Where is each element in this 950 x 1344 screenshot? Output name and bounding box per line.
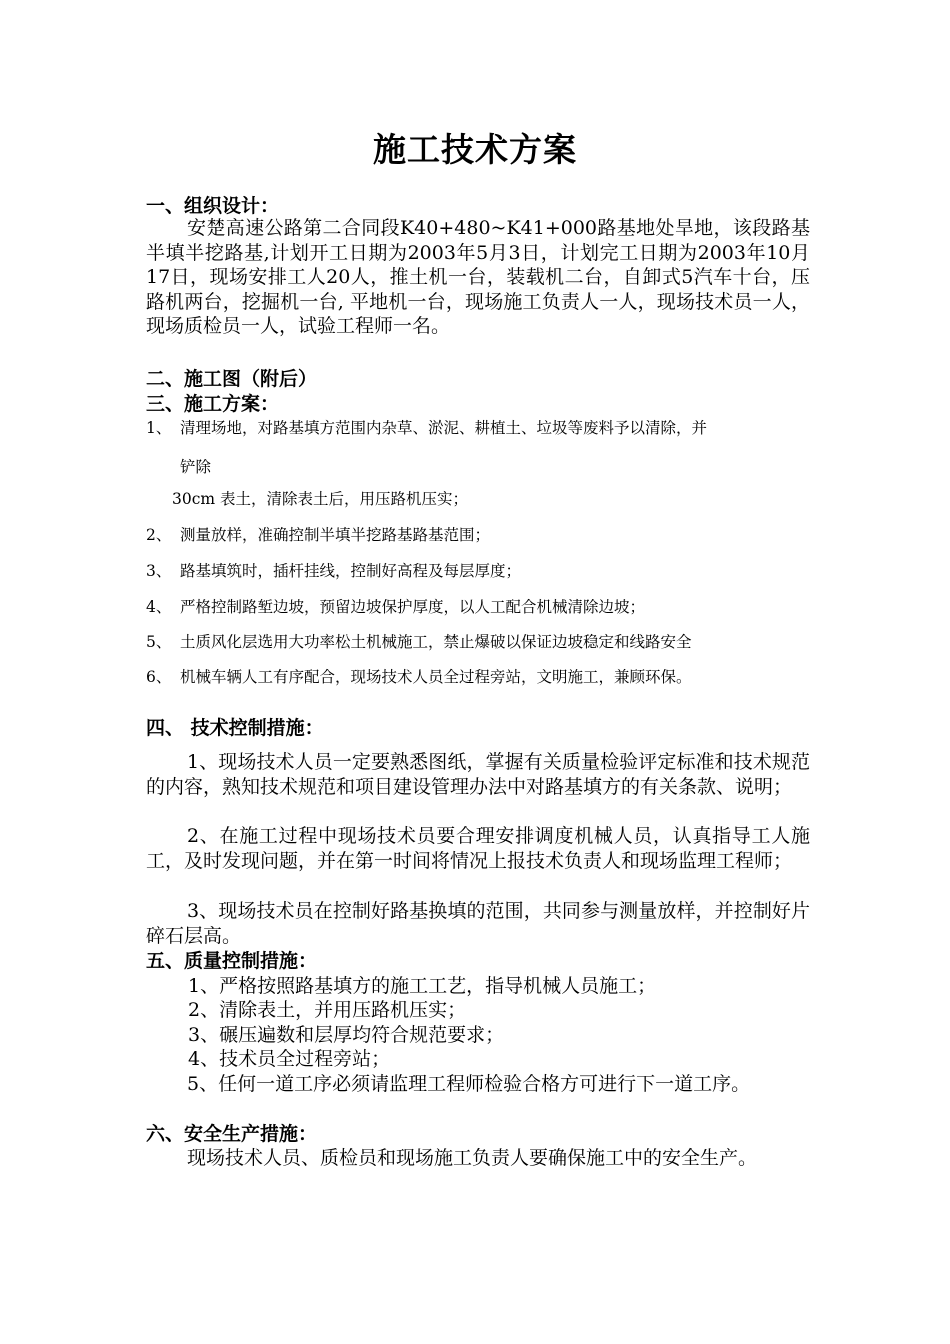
technical-control-paragraph: 2、在施工过程中现场技术员要合理安排调度机械人员，认真指导工人施工，及时发现问题，并在第一时间将情况上报技术负责人和现场监理工程师； — [146, 825, 810, 872]
section-body-safety: 现场技术人员、质检员和现场施工负责人要确保施工中的安全生产。 — [187, 1147, 758, 1169]
quality-item: 1、严格按照路基填方的施工工艺，指导机械人员施工； — [188, 975, 657, 997]
plan-item-text: 铲除 — [180, 458, 212, 476]
plan-item-number: 3、 — [146, 562, 172, 580]
plan-item-text: 测量放样，准确控制半填半挖路基路基范围； — [180, 526, 491, 544]
section-heading-plan: 三、施工方案： — [146, 393, 280, 415]
plan-item-number: 6、 — [146, 668, 172, 686]
technical-control-paragraph: 3、现场技术员在控制好路基换填的范围，共同参与测量放样，并控制好片碎石层高。 — [146, 900, 810, 947]
plan-item-number: 2、 — [146, 526, 172, 544]
plan-item-text: 路基填筑时，插杆挂线，控制好高程及每层厚度； — [180, 562, 522, 580]
plan-item-number: 4、 — [146, 598, 172, 616]
plan-item-number: 1、 — [146, 419, 172, 437]
section-heading-technical-control: 四、 技术控制措施： — [146, 717, 324, 739]
quality-item: 3、碾压遍数和层厚均符合规范要求； — [188, 1024, 505, 1046]
plan-item-text: 土质风化层选用大功率松土机械施工，禁止爆破以保证边坡稳定和线路安全 — [180, 633, 692, 651]
document-title: 施工技术方案 — [373, 130, 577, 169]
quality-item: 4、技术员全过程旁站； — [188, 1048, 391, 1070]
section-heading-drawings: 二、施工图（附后） — [146, 368, 318, 390]
section-heading-organization: 一、组织设计： — [146, 195, 280, 217]
plan-item-number: 5、 — [146, 633, 172, 651]
section-heading-safety: 六、安全生产措施： — [146, 1123, 318, 1145]
quality-item: 5、任何一道工序必须请监理工程师检验合格方可进行下一道工序。 — [187, 1073, 751, 1095]
quality-item: 2、清除表土，并用压路机压实； — [188, 999, 467, 1021]
plan-item-text: 机械车辆人工有序配合，现场技术人员全过程旁站，文明施工，兼顾环保。 — [180, 668, 692, 686]
plan-item-text: 30cm 表土，清除表土后，用压路机压实； — [172, 490, 469, 508]
section-body-organization: 安楚高速公路第二合同段K40+480~K41+000路基地处旱地，该段路基半填半挖路基,计划开工日期为2003年5月3日，计划完工日期为2003年10月17日，现场安排工人20人，推土机一台，装载机二台，自卸式5汽车十台，压路机两台，挖掘机一台, 平地机一台，现场施工负责人一人，现场技术员一人，现场质检员一人，试验工程师一名。 — [146, 217, 810, 338]
plan-item-text: 严格控制路堑边坡，预留边坡保护厚度，以人工配合机械清除边坡； — [180, 598, 646, 616]
technical-control-paragraph: 1、现场技术人员一定要熟悉图纸，掌握有关质量检验评定标准和技术规范的内容，熟知技术规范和项目建设管理办法中对路基填方的有关条款、说明； — [146, 751, 810, 798]
plan-item-text: 清理场地，对路基填方范围内杂草、淤泥、耕植土、垃圾等废料予以清除，并 — [180, 419, 708, 437]
section-heading-quality-control: 五、质量控制措施： — [146, 950, 318, 972]
